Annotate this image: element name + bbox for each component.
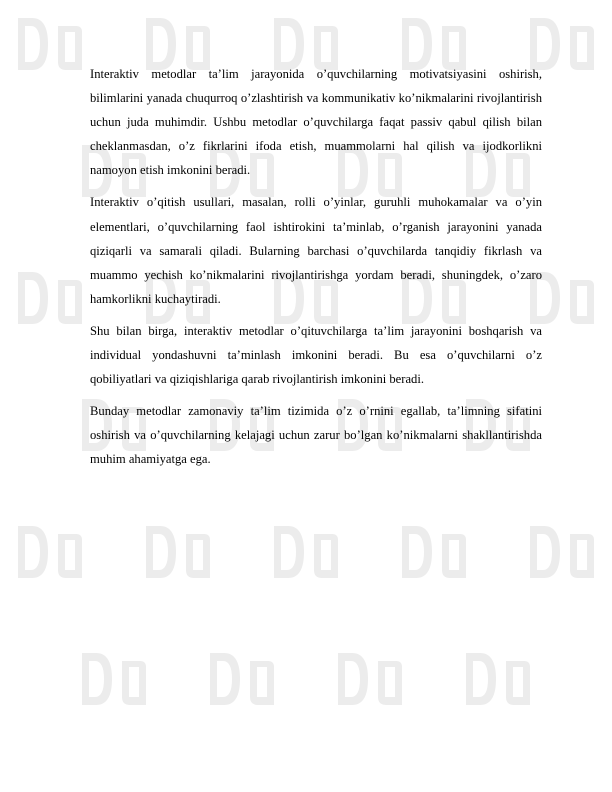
watermark-logo-row-6 bbox=[82, 653, 530, 705]
paragraph-2: Interaktiv o’qitish usullari, masalan, rolli o’yinlar, guruhli muhokamalar va o’yin elementlari, o’quvchilarning faol ishtirokini ta’minlab, o’rganish jarayonini yanada qiziqarli va samarali qiladi. Bularning barchasi o’quvchilarda tanqidiy fikrlash va muammo yechish ko’nikmalarini rivojlantirishga yordam beradi, shuningdek, o’zaro hamkorlikni kuchaytiradi. bbox=[90, 195, 542, 306]
paragraph-4: Bunday metodlar zamonaviy ta’lim tizimida o’z o’rnini egallab, ta’limning sifatini oshirish va o’quvchilarning kelajagi uchun zarur bo’lgan ko’nikmalarni shakllantirishda muhim ahamiyatga ega. bbox=[90, 404, 542, 467]
paragraph-1: Interaktiv metodlar ta’lim jarayonida o’quvchilarning motivatsiyasini oshirish, bilimlarini yanada chuqurroq o’zlashtirish va kommunikativ ko’nikmalarini rivojlantirish uchun juda muhimdir. Ushbu metodlar o’quvchilarga faqat passiv qabul qilish bilan cheklanmasdan, o’z fikrlarini ifoda etish, muammolarni hal qilish va ijodkorlikni namoyon etish imkonini beradi. bbox=[90, 67, 542, 178]
document-body bbox=[90, 62, 542, 480]
paragraph-3: Shu bilan birga, interaktiv metodlar o’qituvchilarga ta’lim jarayonini boshqarish va individual yondashuvni ta’minlash imkonini beradi. Bu esa o’quvchilarni o’z qobiliyatlari va qiziqishlariga qarab rivojlantirish imkonini beradi. bbox=[90, 323, 542, 387]
watermark-logo-row-5 bbox=[18, 526, 594, 578]
